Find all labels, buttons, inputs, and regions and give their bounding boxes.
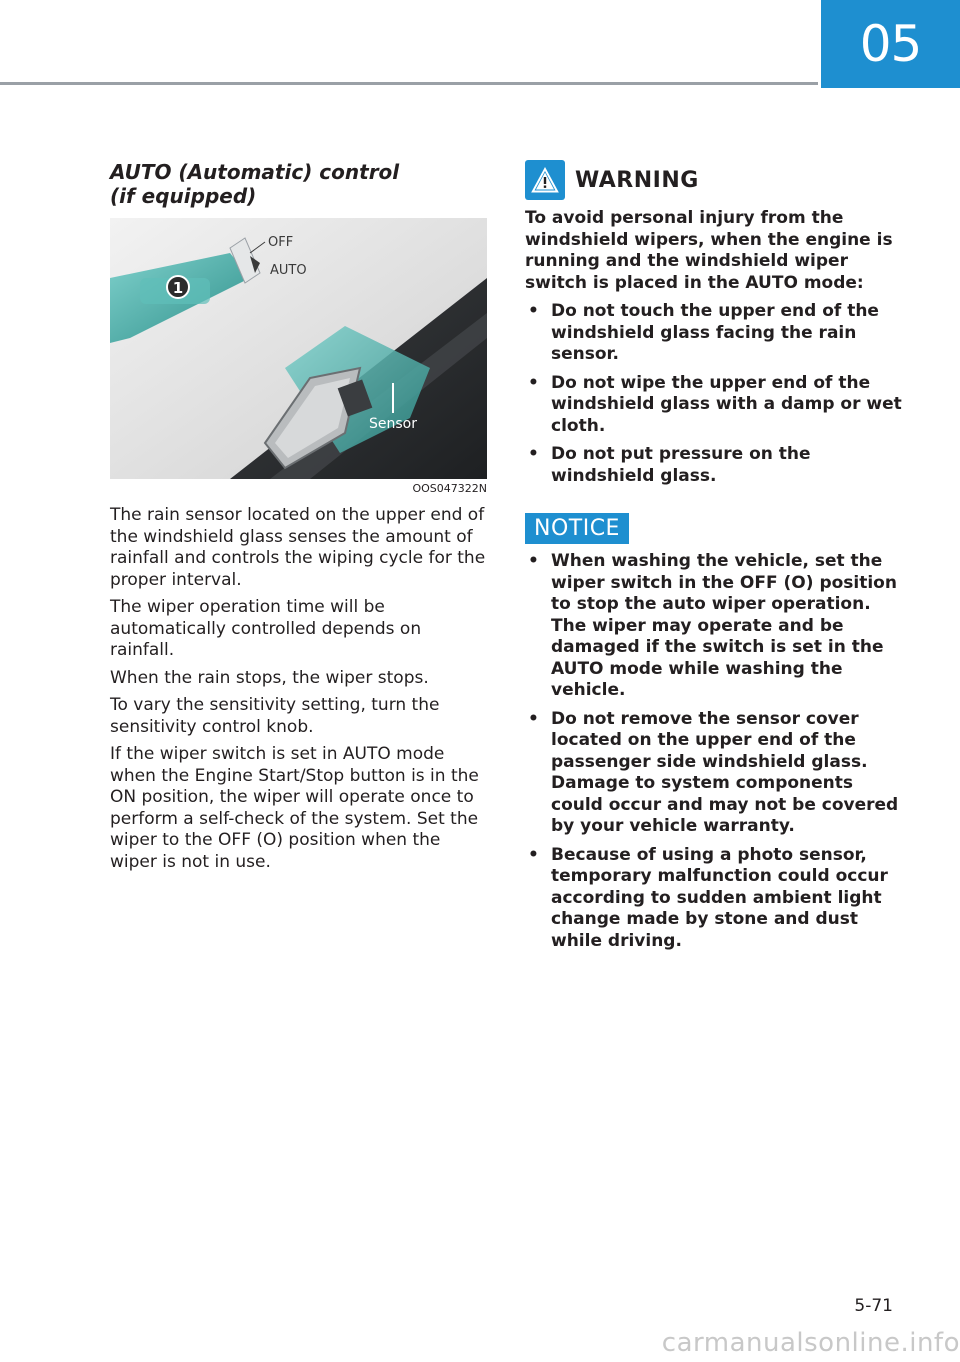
list-item-text: When washing the vehicle, set the wiper switch in the OFF (O) position to stop the auto wiper operation. The wiper may operate and be damaged if the switch is set in the AUTO mode while washing the vehicle. <box>551 551 897 700</box>
warning-intro: To avoid personal injury from the windshield wipers, when the engine is running and the windshield wiper switch is placed in the AUTO mode: <box>525 208 893 293</box>
notice-list <box>525 551 905 952</box>
bullet-icon: • <box>528 372 539 393</box>
list-item <box>525 373 905 438</box>
list-item <box>525 845 905 953</box>
sensor-label: Sensor <box>369 416 417 432</box>
list-item <box>525 444 905 487</box>
list-item <box>525 301 905 366</box>
notice-title: NOTICE <box>525 513 629 544</box>
warning-header <box>525 160 905 200</box>
figure-code: OOS047322N <box>412 482 487 495</box>
header-rule <box>0 82 818 85</box>
chapter-tab: 05 <box>821 0 960 88</box>
auto-label: AUTO <box>270 263 307 278</box>
left-column <box>110 160 490 873</box>
rain-sensor-illustration <box>110 218 487 479</box>
bullet-icon: • <box>528 708 539 729</box>
rain-sensor-figure <box>110 218 487 479</box>
page-number: 5-71 <box>854 1296 893 1316</box>
bullet-icon: • <box>528 444 539 464</box>
list-item-text: Because of using a photo sensor, temporary malfunction could occur according to sudden ambient light change made by stone and dust while driving. <box>551 844 888 951</box>
body-paragraph: The wiper operation time will be automatically controlled depends on rainfall. <box>110 597 422 660</box>
body-paragraph: If the wiper switch is set in AUTO mode when the Engine Start/Stop button is in the ON position, the wiper will operate once to perform a self-check of the system. Set the wiper to the OFF (O) position when the wiper is not in use. <box>110 744 479 872</box>
list-item-text: Do not touch the upper end of the windshield glass facing the rain sensor. <box>551 301 879 364</box>
section-title <box>110 160 490 208</box>
bullet-icon: • <box>528 551 539 571</box>
section-title-line2: (if equipped) <box>110 184 257 208</box>
off-label: OFF <box>268 235 294 250</box>
bullet-icon: • <box>528 844 539 865</box>
list-item <box>525 551 905 702</box>
list-item-text: Do not put pressure on the windshield glass. <box>551 444 811 486</box>
marker-1-label: 1 <box>172 279 184 297</box>
warning-title: WARNING <box>575 167 699 193</box>
body-paragraph: The rain sensor located on the upper end of the windshield glass senses the amount of rainfall and controls the wiping cycle for the proper interval. <box>110 505 486 590</box>
bullet-icon: • <box>528 301 539 321</box>
watermark: carmanualsonline.info <box>661 1328 960 1358</box>
right-column <box>525 160 905 952</box>
list-item-text: Do not wipe the upper end of the windshield glass with a damp or wet cloth. <box>551 372 902 436</box>
list-item <box>525 709 905 838</box>
body-paragraph: When the rain stops, the wiper stops. <box>110 667 429 688</box>
list-item-text: Do not remove the sensor cover located on the upper end of the passenger side windshield glass. Damage to system components could occur and may not be covered by your vehicle warranty. <box>551 708 899 836</box>
section-title-line1: AUTO (Automatic) control <box>110 160 400 184</box>
warning-list <box>525 301 905 487</box>
warning-triangle-icon <box>525 160 565 200</box>
body-paragraph: To vary the sensitivity setting, turn the sensitivity control knob. <box>110 695 440 737</box>
